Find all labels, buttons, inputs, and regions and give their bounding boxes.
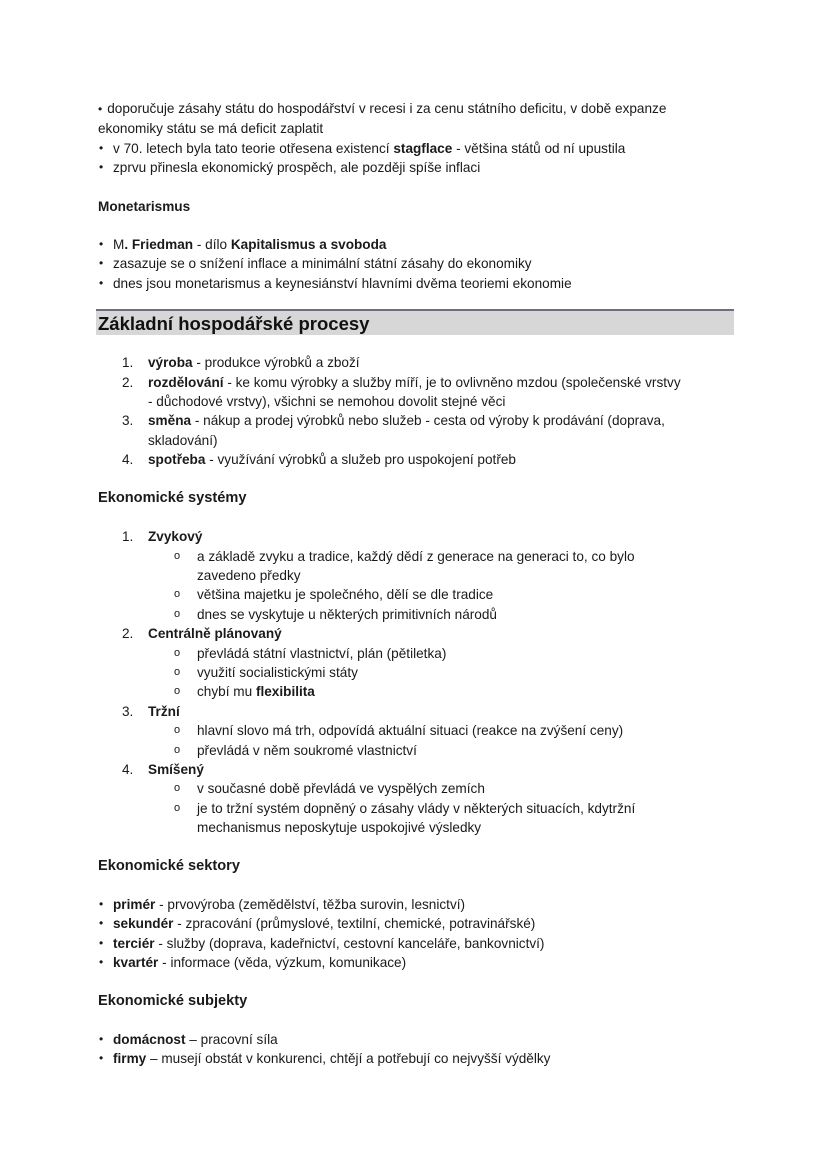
list-item: • kvartér - informace (věda, výzkum, komunikace) bbox=[98, 953, 734, 972]
list-item: • dnes jsou monetarismus a keynesiánství hlavními dvěma teoriemi ekonomie bbox=[98, 274, 734, 293]
list-item: • zprvu přinesla ekonomický prospěch, ale později spíše inflaci bbox=[98, 158, 734, 177]
heading-sectors: Ekonomické sektory bbox=[98, 857, 240, 874]
list-item: • sekundér - zpracování (průmyslové, textilní, chemické, potravinářské) bbox=[98, 914, 734, 933]
circle-bullet-icon: o bbox=[174, 588, 181, 601]
bullet-icon: • bbox=[99, 916, 104, 931]
bullet-icon: • bbox=[99, 275, 104, 290]
bullet-icon: • bbox=[98, 102, 103, 116]
list-item: • doporučuje zásahy státu do hospodářství v recesi i za cenu státního deficitu, v době expanze ekonomiky státu se má deficit zaplatit bbox=[98, 101, 667, 137]
circle-bullet-icon: o bbox=[174, 801, 181, 814]
list-item: • primér - prvovýroba (zemědělství, těžba surovin, lesnictví) bbox=[98, 895, 734, 914]
circle-bullet-icon: o bbox=[174, 549, 181, 562]
list-item: o chybí mu flexibilita bbox=[98, 682, 734, 701]
system-zvykovy: 1. Zvykový o a základě zvyku a tradice, každý dědí z generace na generaci to, co bylo zavedeno předky o většina majetku je společného, dělí se dle tradice o dnes se vyskytuje u některých primitivních národů bbox=[98, 527, 734, 624]
bullet-icon: • bbox=[99, 237, 104, 252]
bullet-icon: • bbox=[99, 160, 104, 175]
monetarism-bullets bbox=[98, 235, 734, 293]
systems-list bbox=[98, 527, 734, 838]
list-item: • domácnost – pracovní síla bbox=[98, 1030, 734, 1049]
list-item: o v současné době převládá ve vyspělých zemích bbox=[98, 779, 734, 798]
bullet-icon: • bbox=[99, 1032, 104, 1047]
circle-bullet-icon: o bbox=[174, 782, 181, 795]
list-item: 2. rozdělování - ke komu výrobky a služby míří, je to ovlivněno mzdou (společenské vrstvy - důchodové vrstvy), všichni se nemohou dovolit stejné věci bbox=[122, 374, 681, 410]
list-item: • v 70. letech byla tato teorie otřesena existencí stagflace - většina států od ní upustila bbox=[98, 139, 734, 158]
circle-bullet-icon: o bbox=[174, 665, 181, 678]
system-centralne-planovany: 2. Centrálně plánovaný o převládá státní vlastnictví, plán (pětiletka) o využití socialistickými státy o chybí mu flexibilita bbox=[98, 624, 734, 702]
section-title: Základní hospodářské procesy bbox=[96, 309, 734, 335]
bullet-icon: • bbox=[99, 897, 104, 911]
circle-bullet-icon: o bbox=[174, 607, 181, 620]
circle-bullet-icon: o bbox=[174, 743, 181, 756]
list-item: o a základě zvyku a tradice, každý dědí z generace na generaci to, co bylo zavedeno předky bbox=[174, 548, 635, 583]
term-stagflace: stagflace bbox=[393, 140, 453, 156]
list-item: o hlavní slovo má trh, odpovídá aktuální situaci (reakce na zvýšení ceny) bbox=[98, 721, 734, 740]
circle-bullet-icon: o bbox=[174, 685, 181, 698]
circle-bullet-icon: o bbox=[174, 724, 181, 737]
sectors-list bbox=[98, 895, 734, 973]
list-item: • terciér - služby (doprava, kadeřnictví, cestovní kanceláře, bankovnictví) bbox=[98, 934, 734, 953]
bullet-icon: • bbox=[99, 1051, 104, 1066]
document-page bbox=[98, 99, 734, 1069]
list-item: 4. spotřeba - využívání výrobků a služeb pro uspokojení potřeb bbox=[122, 452, 516, 468]
system-trzni: 3. Tržní o hlavní slovo má trh, odpovídá aktuální situaci (reakce na zvýšení ceny) o převládá v něm soukromé vlastnictví bbox=[98, 702, 734, 760]
list-item: o je to tržní systém dopněný o zásahy vlády v některých situacích, kdytržní mechanismus neposkytuje uspokojivé výsledky bbox=[174, 800, 636, 836]
heading-subjects: Ekonomické subjekty bbox=[98, 992, 248, 1009]
heading-monetarism: Monetarismus bbox=[98, 198, 191, 214]
processes-list bbox=[98, 353, 734, 469]
list-item: • firmy – musejí obstát v konkurenci, chtějí a potřebují co nejvyšší výdělky bbox=[98, 1049, 734, 1068]
system-smiseny: 4. Smíšený o v současné době převládá ve vyspělých zemích o je to tržní systém dopněný o zásahy vlády v některých situacích, kdytržní mechanismus neposkytuje uspokojivé výsledky bbox=[98, 760, 734, 838]
list-item: o většina majetku je společného, dělí se dle tradice bbox=[98, 585, 734, 604]
list-item: o dnes se vyskytuje u některých primitivních národů bbox=[98, 605, 734, 624]
list-item: o využití socialistickými státy bbox=[98, 663, 734, 682]
keynesianism-bullets bbox=[98, 99, 734, 178]
bullet-icon: • bbox=[99, 256, 104, 271]
list-item: • zasazuje se o snížení inflace a minimální státní zásahy do ekonomiky bbox=[98, 254, 734, 273]
list-item: 1. výroba - produkce výrobků a zboží bbox=[122, 355, 360, 371]
list-item: o převládá v něm soukromé vlastnictví bbox=[98, 741, 734, 760]
bullet-icon: • bbox=[99, 955, 104, 970]
circle-bullet-icon: o bbox=[174, 646, 181, 659]
subjects-list bbox=[98, 1030, 734, 1069]
bullet-icon: • bbox=[99, 935, 104, 950]
bullet-icon: • bbox=[99, 140, 104, 155]
list-item: 3. směna - nákup a prodej výrobků nebo služeb - cesta od výroby k prodávání (doprava, skladování) bbox=[122, 413, 665, 448]
list-item: o převládá státní vlastnictví, plán (pětiletka) bbox=[98, 644, 734, 663]
list-item: • M. Friedman - dílo Kapitalismus a svoboda bbox=[98, 235, 734, 254]
heading-systems: Ekonomické systémy bbox=[98, 489, 247, 506]
